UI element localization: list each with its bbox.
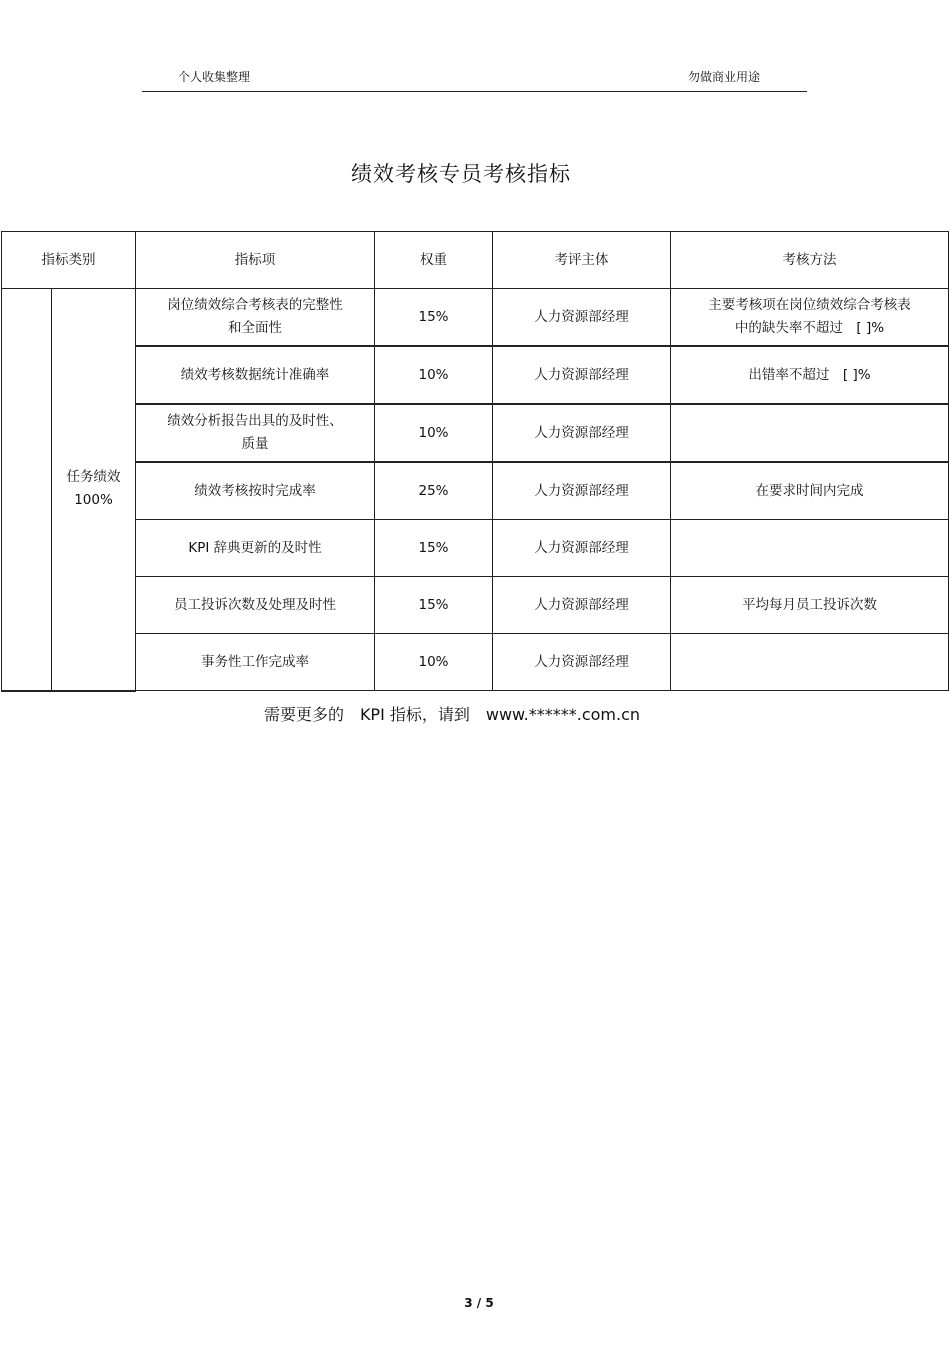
subject-cell: 人力资源部经理	[493, 289, 671, 347]
weight-cell: 15%	[375, 289, 493, 347]
table-row	[2, 462, 949, 520]
header-left-text: 个人收集整理	[178, 70, 251, 84]
weight-cell: 15%	[375, 520, 493, 577]
item-cell	[136, 289, 375, 347]
item-cell: KPI 辞典更新的及时性	[136, 520, 375, 577]
footer-note: 需要更多的 KPI 指标，请到 www.******.com.cn	[263, 705, 641, 724]
category-cell	[52, 289, 136, 691]
weight-cell: 10%	[375, 404, 493, 462]
method-cell	[671, 289, 949, 347]
subject-cell: 人力资源部经理	[493, 634, 671, 691]
table-row	[2, 634, 949, 691]
weight-cell: 15%	[375, 577, 493, 634]
item-cell: 员工投诉次数及处理及时性	[136, 577, 375, 634]
table-row	[2, 346, 949, 404]
category-name: 任务绩效	[66, 469, 121, 486]
table-row	[2, 520, 949, 577]
subject-cell: 人力资源部经理	[493, 462, 671, 520]
item-cell	[136, 404, 375, 462]
category-weight: 100%	[74, 492, 113, 509]
table-header-row	[2, 232, 949, 289]
col-header-subject: 考评主体	[493, 232, 671, 289]
item-cell: 绩效考核数据统计准确率	[136, 346, 375, 404]
header-right-text: 勿做商业用途	[688, 70, 761, 84]
item-text-2: 质量	[241, 436, 269, 452]
subject-cell: 人力资源部经理	[493, 346, 671, 404]
col-header-category: 指标类别	[2, 232, 136, 289]
col-header-weight: 权重	[375, 232, 493, 289]
method-cell	[671, 520, 949, 577]
table-row	[2, 404, 949, 462]
item-cell: 事务性工作完成率	[136, 634, 375, 691]
kpi-table	[1, 231, 949, 692]
page-title: 绩效考核专员考核指标	[351, 162, 571, 186]
subject-cell: 人力资源部经理	[493, 577, 671, 634]
category-blank-cell	[2, 289, 52, 691]
weight-cell: 10%	[375, 634, 493, 691]
subject-cell: 人力资源部经理	[493, 404, 671, 462]
method-text-2: 中的缺失率不超过 [ ]%	[734, 320, 885, 336]
item-text-2: 和全面性	[228, 320, 282, 336]
col-header-item: 指标项	[136, 232, 375, 289]
weight-cell: 25%	[375, 462, 493, 520]
table-row	[2, 289, 949, 347]
method-cell: 平均每月员工投诉次数	[671, 577, 949, 634]
item-text: 岗位绩效综合考核表的完整性	[167, 297, 343, 313]
subject-cell: 人力资源部经理	[493, 520, 671, 577]
weight-cell: 10%	[375, 346, 493, 404]
page-number: 3 / 5	[464, 1296, 494, 1310]
method-cell	[671, 404, 949, 462]
method-cell: 出错率不超过 [ ]%	[671, 346, 949, 404]
method-cell: 在要求时间内完成	[671, 462, 949, 520]
header-rule	[142, 91, 807, 92]
method-text: 主要考核项在岗位绩效综合考核表	[708, 297, 911, 313]
item-text: 绩效分析报告出具的及时性、	[167, 413, 343, 429]
item-cell: 绩效考核按时完成率	[136, 462, 375, 520]
table-row	[2, 577, 949, 634]
col-header-method: 考核方法	[671, 232, 949, 289]
method-cell	[671, 634, 949, 691]
